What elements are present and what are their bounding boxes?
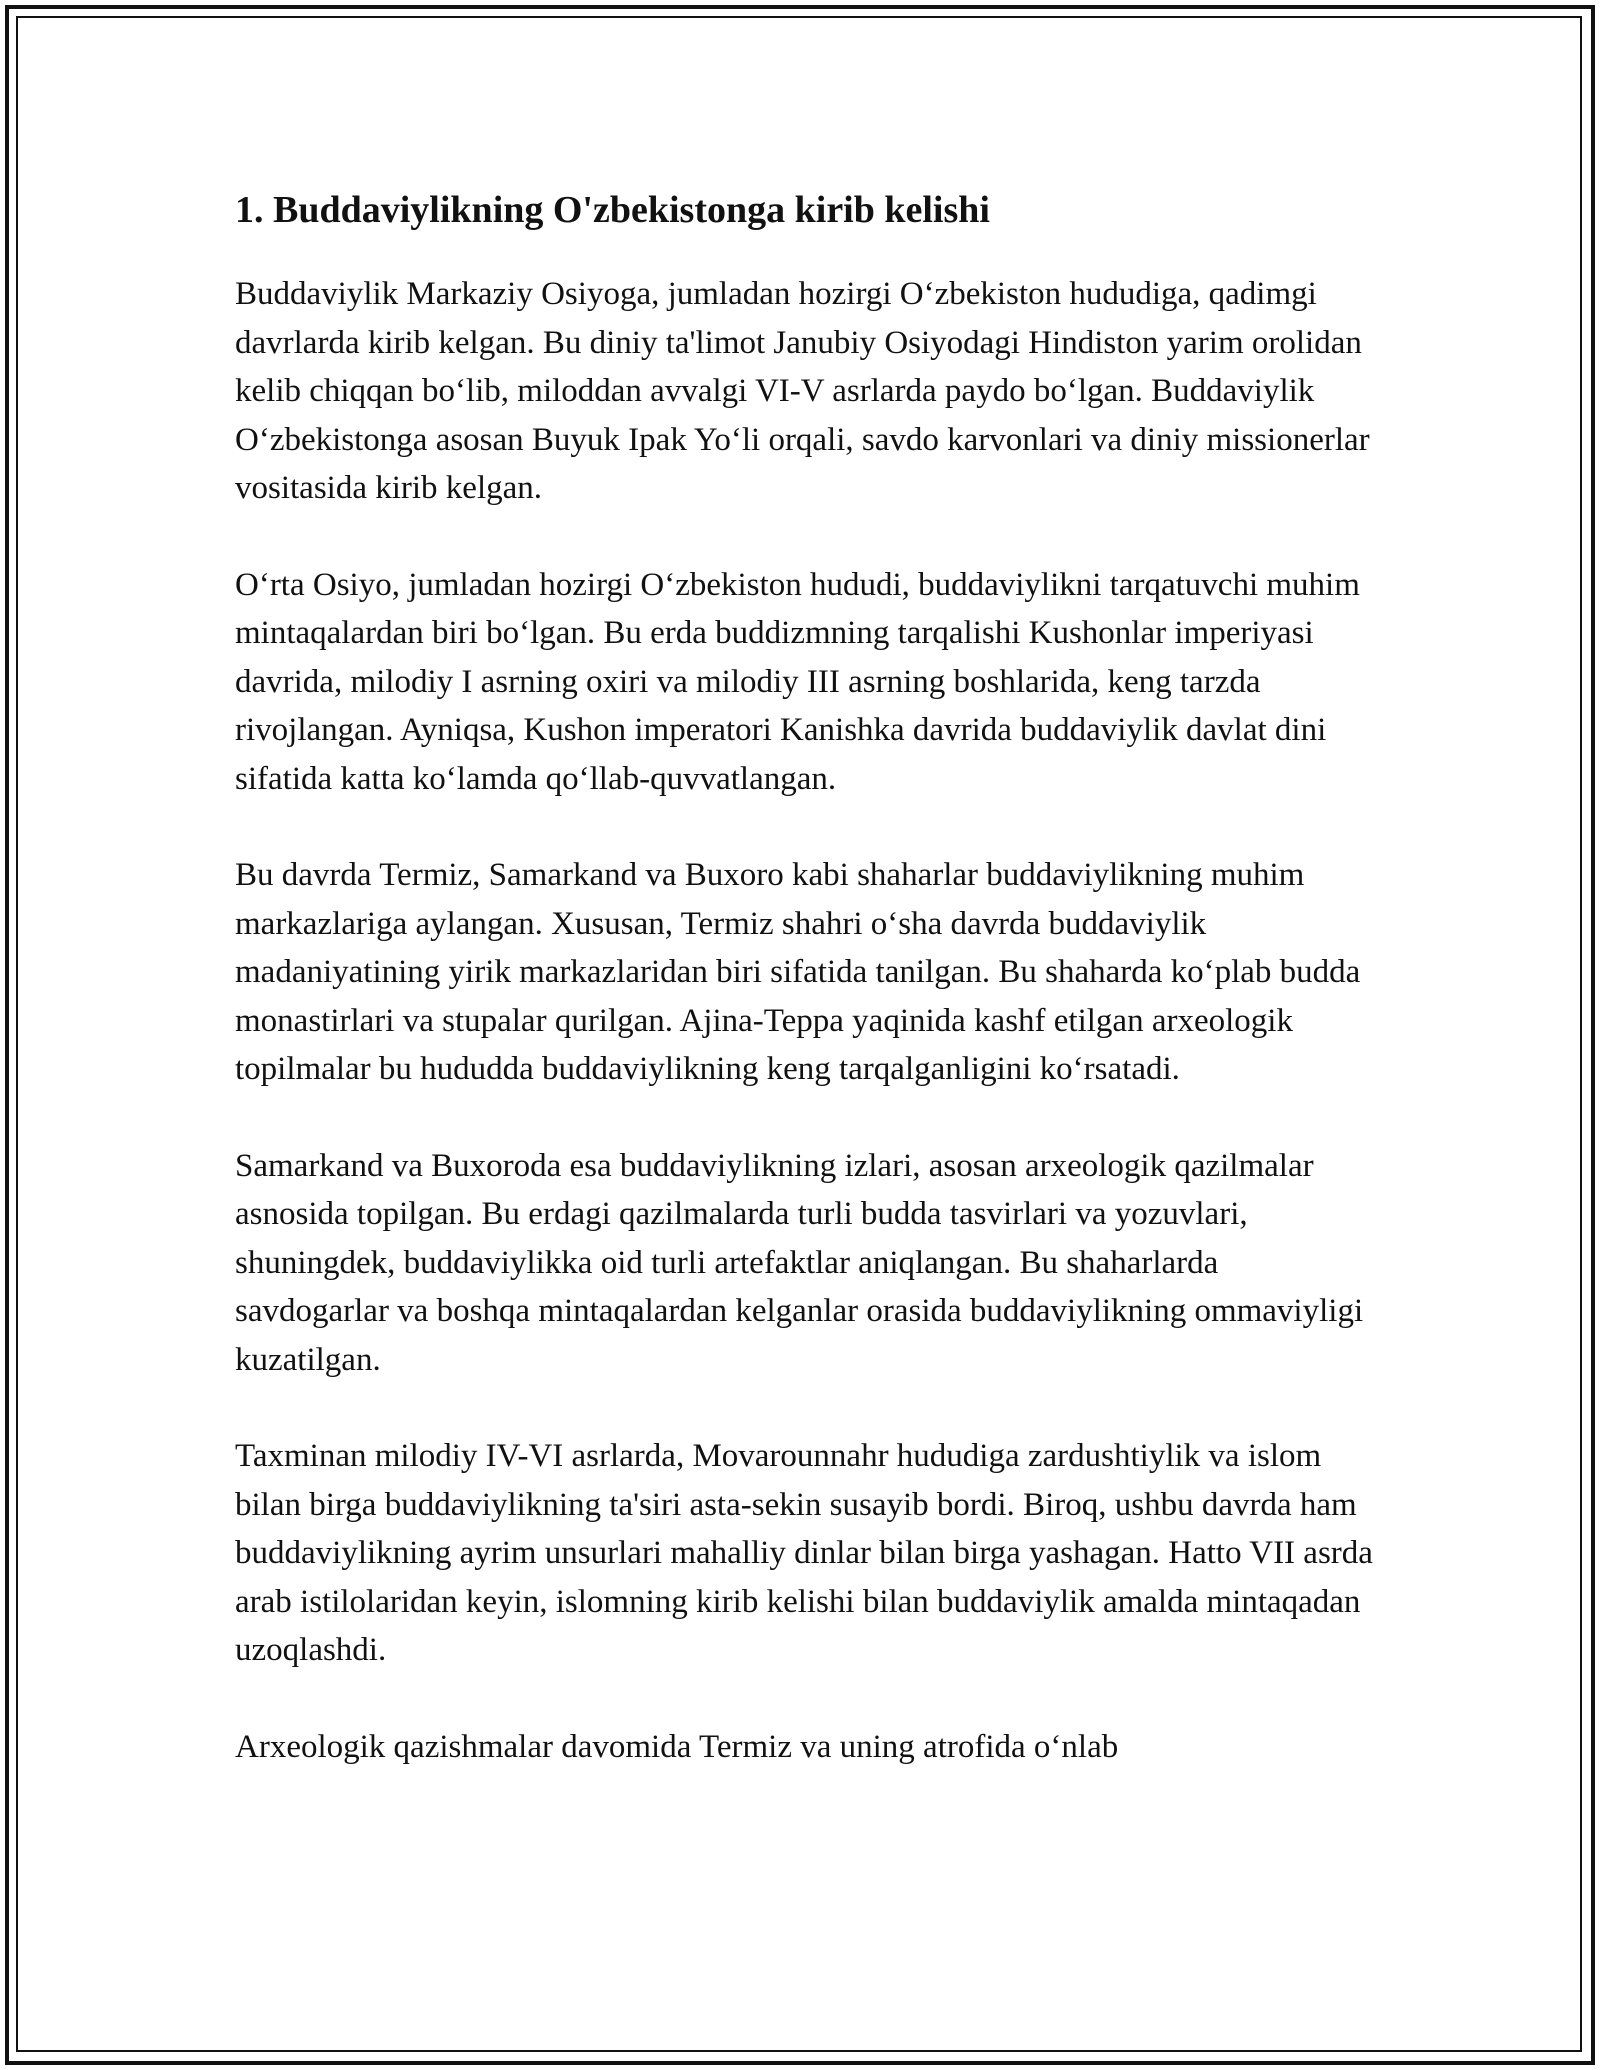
paragraph-5: Taxminan milodiy IV-VI asrlarda, Movarounnahr hududiga zardushtiylik va islom bilan birga buddaviylikning ta'siri asta-sekin susayib bordi. Biroq, ushbu davrda ham buddaviylikning ayrim unsurlari mahalliy dinlar bilan birga yashagan. Hatto VII asrda arab istilolaridan keyin, islomning kirib kelishi bilan buddaviylik amalda mintaqadan uzoqlashdi.: [235, 1438, 1373, 1668]
paragraph-1: Buddaviylik Markaziy Osiyoga, jumladan hozirgi O‘zbekiston hududiga, qadimgi davrlarda kirib kelgan. Bu diniy ta'limot Janubiy Osiyodagi Hindiston yarim orolidan kelib chiqqan bo‘lib, miloddan avvalgi VI-V asrlarda paydo bo‘lgan. Buddaviylik O‘zbekistonga asosan Buyuk Ipak Yo‘li orqali, savdo karvonlari va diniy missionerlar vositasida kirib kelgan.: [235, 276, 1370, 506]
paragraph-3: Bu davrda Termiz, Samarkand va Buxoro kabi shaharlar buddaviylikning muhim markazlariga aylangan. Xususan, Termiz shahri o‘sha davrda buddaviylik madaniyatining yirik markazlaridan biri sifatida tanilgan. Bu shaharda ko‘plab budda monastirlari va stupalar qurilgan. Ajina-Teppa yaqinida kashf etilgan arxeologik topilmalar bu hududda buddaviylikning keng tarqalganligini ko‘rsatadi.: [235, 857, 1361, 1087]
paragraph-6: Arxeologik qazishmalar davomida Termiz va uning atrofida o‘nlab: [235, 1728, 1119, 1765]
paragraph-4: Samarkand va Buxoroda esa buddaviylikning izlari, asosan arxeologik qazilmalar asnosida topilgan. Bu erdagi qazilmalarda turli budda tasvirlari va yozuvlari, shuningdek, buddaviylikka oid turli artefaktlar aniqlangan. Bu shaharlarda savdogarlar va boshqa mintaqalardan kelganlar orasida buddaviylikning ommaviyligi kuzatilgan.: [235, 1147, 1364, 1378]
paragraph-2: O‘rta Osiyo, jumladan hozirgi O‘zbekiston hududi, buddaviylikni tarqatuvchi muhim mintaqalardan biri bo‘lgan. Bu erda buddizmning tarqalishi Kushonlar imperiyasi davrida, milodiy I asrning oxiri va milodiy III asrning boshlarida, keng tarzda rivojlangan. Ayniqsa, Kushon imperatori Kanishka davrida buddaviylik davlat dini sifatida katta ko‘lamda qo‘llab-quvvatlangan.: [235, 566, 1360, 797]
section-heading: 1. Buddaviylikning O'zbekistonga kirib kelishi: [235, 189, 990, 231]
document-page: [235, 186, 1375, 1819]
